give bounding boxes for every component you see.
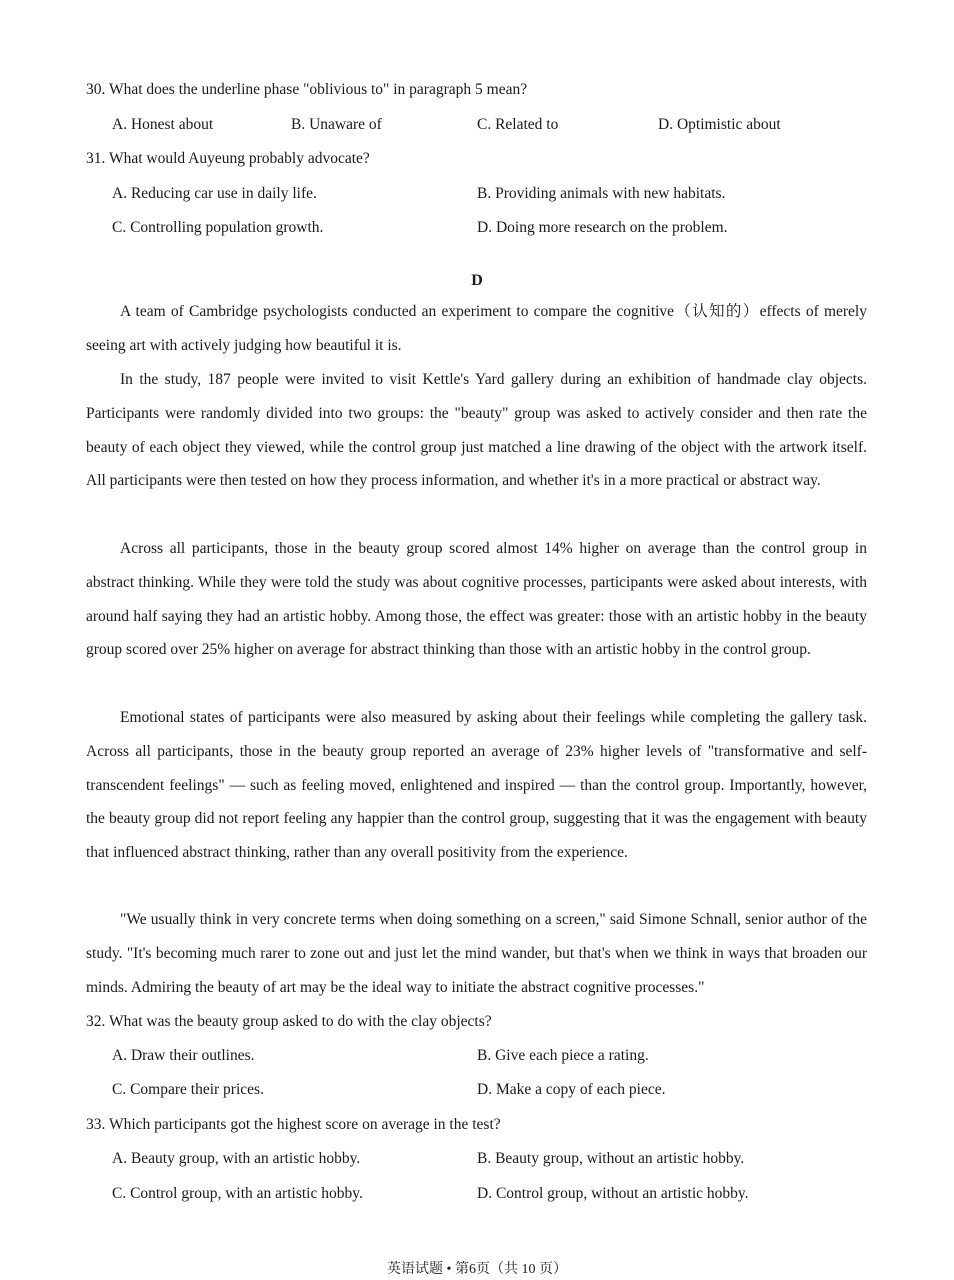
q32-option-d: D. Make a copy of each piece. <box>477 1081 666 1098</box>
q30-option-d: D. Optimistic about <box>658 116 781 133</box>
q30-option-c: C. Related to <box>477 116 559 133</box>
q30-option-b: B. Unaware of <box>291 116 382 133</box>
passage-paragraph-4: Emotional states of participants were also measured by asking about their feelings while completing the gallery task. Across all participants, those in the beauty group reported an average of 23% higher levels of "transformative and self-transcendent feelings" — such as feeling moved, enlightened and inspired — than the control group. Importantly, however, the beauty group did not report feeling any happier than the control group, suggesting that it was the engagement with beauty that influenced abstract thinking, rather than any overall positivity from the experience. <box>86 709 867 862</box>
q31-option-c: C. Controlling population growth. <box>112 219 324 236</box>
question-33-stem: 33. Which participants got the highest score on average in the test? <box>86 1116 501 1133</box>
q32-option-c: C. Compare their prices. <box>112 1081 264 1098</box>
q33-option-d: D. Control group, without an artistic hobby. <box>477 1185 749 1202</box>
q33-option-a: A. Beauty group, with an artistic hobby. <box>112 1150 361 1167</box>
q31-option-b: B. Providing animals with new habitats. <box>477 185 726 202</box>
passage-paragraph-3: Across all participants, those in the beauty group scored almost 14% higher on average than the control group in abstract thinking. While they were told the study was about cognitive processes, participants were asked about interests, with around half saying they had an artistic hobby. Among those, the effect was greater: those with an artistic hobby in the beauty group scored over 25% higher on average for abstract thinking than those with an artistic hobby in the control group. <box>86 540 867 659</box>
question-31-stem: 31. What would Auyeung probably advocate? <box>86 150 370 167</box>
page-footer: 英语试题 • 第6页（共 10 页） <box>387 1262 567 1277</box>
question-30-stem: 30. What does the underline phase "oblivious to" in paragraph 5 mean? <box>86 81 528 98</box>
q32-option-a: A. Draw their outlines. <box>112 1047 255 1064</box>
q33-option-c: C. Control group, with an artistic hobby. <box>112 1185 363 1202</box>
passage-paragraph-5: "We usually think in very concrete terms when doing something on a screen," said Simone Schnall, senior author of the study. "It's becoming much rarer to zone out and just let the mind wander, but that's when we think in ways that broaden our minds. Admiring the beauty of art may be the ideal way to initiate the abstract cognitive processes." <box>86 911 867 996</box>
q31-option-a: A. Reducing car use in daily life. <box>112 185 317 202</box>
passage-paragraph-1: A team of Cambridge psychologists conducted an experiment to compare the cognitive（认知的）effects of merely seeing art with actively judging how beautiful it is. <box>86 303 867 354</box>
q30-option-a: A. Honest about <box>112 116 214 133</box>
q33-option-b: B. Beauty group, without an artistic hobby. <box>477 1150 745 1167</box>
q32-option-b: B. Give each piece a rating. <box>477 1047 649 1064</box>
passage-paragraph-2: In the study, 187 people were invited to visit Kettle's Yard gallery during an exhibition of handmade clay objects. Participants were randomly divided into two groups: the "beauty" group was asked to actively consider and then rate the beauty of each object they viewed, while the control group just matched a line drawing of the object with the artwork itself. All participants were then tested on how they process information, and whether it's in a more practical or abstract way. <box>86 371 867 490</box>
section-heading: D <box>471 272 483 289</box>
question-32-stem: 32. What was the beauty group asked to do with the clay objects? <box>86 1013 492 1030</box>
q31-option-d: D. Doing more research on the problem. <box>477 219 728 236</box>
